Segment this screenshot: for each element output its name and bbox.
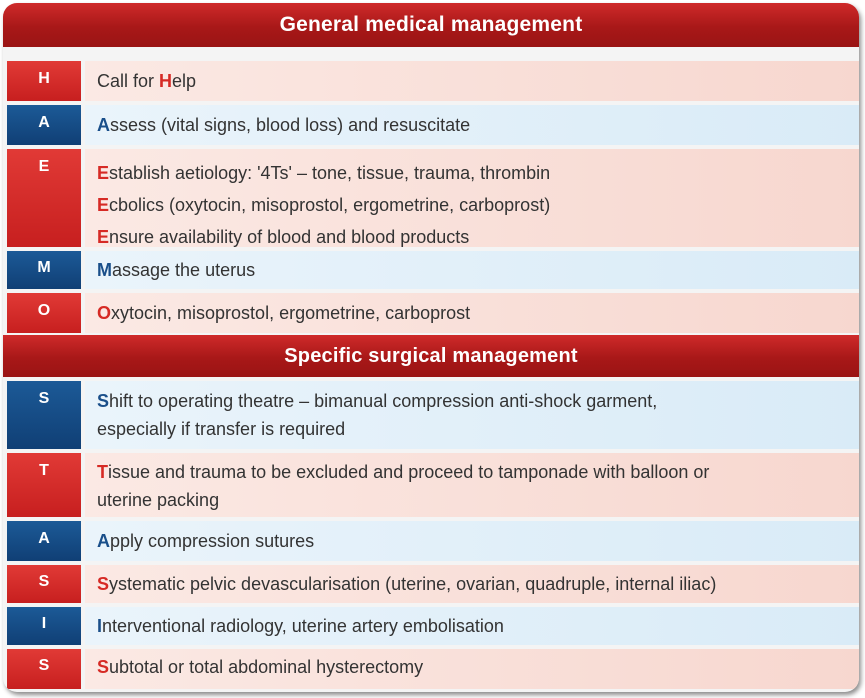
table-row [3, 521, 859, 561]
row-text [85, 251, 859, 289]
row-text [85, 649, 859, 689]
text-line: Oxytocin, misoprostol, ergometrine, carboprost [97, 303, 471, 323]
row-text [85, 381, 859, 449]
row-text [85, 61, 859, 101]
row-letter: S [7, 565, 81, 603]
row-letter: A [7, 105, 81, 145]
table-row [3, 105, 859, 145]
text-line: Ecbolics (oxytocin, misoprostol, ergometrine, carboprost) [97, 195, 551, 215]
table-row [3, 453, 859, 517]
row-letter: O [7, 293, 81, 333]
text-line: Assess (vital signs, blood loss) and resuscitate [97, 115, 471, 135]
row-text [85, 105, 859, 145]
section-title: General medical management [279, 13, 583, 36]
row-text [85, 293, 859, 333]
section-header-surgical [3, 335, 859, 377]
haemostasis-table [3, 3, 859, 692]
text-line: Interventional radiology, uterine artery embolisation [97, 616, 504, 636]
row-text [85, 521, 859, 561]
row-letter: E [7, 149, 81, 247]
text-line: Apply compression sutures [97, 531, 315, 551]
table-row [3, 251, 859, 289]
row-text [85, 565, 859, 603]
text-line: uterine packing [97, 490, 220, 510]
section-header-general [3, 3, 859, 47]
row-letter: A [7, 521, 81, 561]
text-line: Subtotal or total abdominal hysterectomy [97, 657, 424, 677]
text-line: Call for Help [97, 71, 197, 91]
text-line: Ensure availability of blood and blood products [97, 227, 470, 247]
table-row [3, 381, 859, 449]
table-row [3, 607, 859, 645]
text-line: Shift to operating theatre – bimanual compression anti-shock garment, [97, 391, 658, 411]
row-letter: I [7, 607, 81, 645]
row-letter: S [7, 649, 81, 689]
text-line: Tissue and trauma to be excluded and proceed to tamponade with balloon or [97, 462, 710, 482]
table-row [3, 61, 859, 101]
row-letter: M [7, 251, 81, 289]
row-text [85, 149, 859, 247]
row-text [85, 453, 859, 517]
table-row [3, 149, 859, 247]
section-title: Specific surgical management [284, 344, 578, 367]
row-letter: S [7, 381, 81, 449]
text-line: Establish aetiology: '4Ts' – tone, tissue, trauma, thrombin [97, 163, 551, 183]
text-line: especially if transfer is required [97, 419, 346, 439]
text-line: Massage the uterus [97, 260, 256, 280]
text-line: Systematic pelvic devascularisation (uterine, ovarian, quadruple, internal iliac) [97, 574, 717, 594]
row-text [85, 607, 859, 645]
row-letter: T [7, 453, 81, 517]
table-row [3, 649, 859, 689]
table-row [3, 565, 859, 603]
row-letter: H [7, 61, 81, 101]
table-row [3, 293, 859, 333]
